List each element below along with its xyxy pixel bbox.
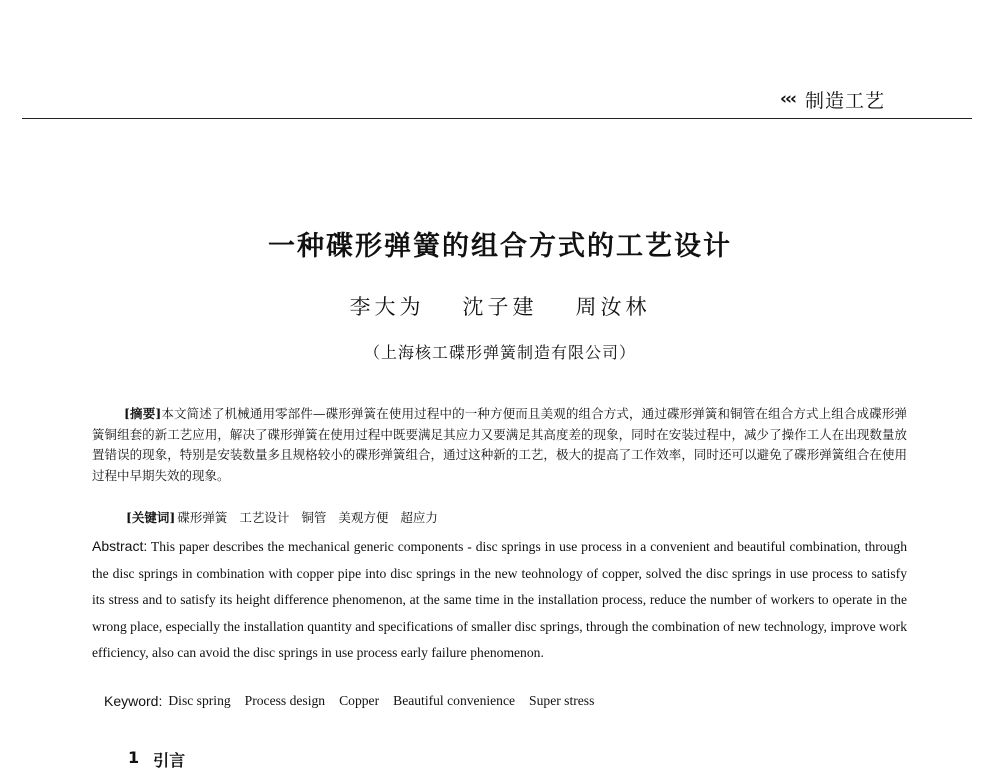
keyword-item: Disc spring [168,693,231,708]
abstract-chinese [92,404,907,486]
header-divider [22,118,972,119]
paper-title: 一种碟形弹簧的组合方式的工艺设计 [268,231,732,262]
abstract-chinese-text: 本文简述了机械通用零部件—碟形弹簧在使用过程中的一种方便而且美观的组合方式，通过碟形弹簧和铜管在组合方式上组合成碟形弹簧铜组套的新工艺应用，解决了碟形弹簧在使用过程中既要满足其应力又要满足其高度差的现象，同时在安装过程中，减少了操作工人在出现数量放置错误的现象，特别是安装数量多且规格较小的碟形弹簧组合，通过这种新的工艺，极大的提高了工作效率，同时还可以避免了碟形弹簧组合在使用过程中早期失效的现象。 [92,406,907,483]
keyword-item: 铜管 [301,510,327,525]
abstract-english-text: This paper describes the mechanical generic components - disc springs in use process in a convenient and beautiful combination, through the disc springs in combination with copper pipe into disc springs in the new teohnology of copper, solved the disc springs in use process to satisfy its stress and to satisfy its height difference phenomenon, at the same time in the installation process, reduce the number of workers to operate in the wrong place, especially the installation quantity and specifications of smaller disc springs, through the combination of new technology, improve work efficiency, also can avoid the disc springs in use process early failure phenomenon. [92,539,907,660]
section-title: 引言 [153,751,186,770]
affiliation: （上海核工碟形弹簧制造有限公司） [363,343,636,362]
section-label: 制造工艺 [805,89,886,112]
author-list [0,291,1000,321]
keywords-chinese-label: [关键词] [126,510,176,525]
keyword-item: Process design [244,693,326,708]
keywords-english-label: Keyword: [104,693,163,709]
abstract-english-label: Abstract: [92,538,148,554]
author-name: 李大为 [349,295,425,319]
abstract-chinese-label: [摘要] [124,406,162,421]
keyword-item: Beautiful convenience [393,693,516,708]
keyword-item: 美观方便 [338,510,389,525]
section-number: 1 [128,748,140,767]
keyword-item: 碟形弹簧 [177,510,228,525]
keyword-item: 超应力 [400,510,438,525]
keywords-english [104,690,594,712]
keywords-chinese [126,508,438,528]
keyword-item: 工艺设计 [239,510,290,525]
author-name: 周汝林 [575,295,651,319]
keyword-item: Super stress [529,693,595,708]
keyword-item: Copper [339,693,380,708]
chevron-left-icon: ‹‹‹ [780,89,796,109]
running-header [780,84,885,114]
abstract-english [92,533,907,667]
author-name: 沈子建 [462,295,538,319]
